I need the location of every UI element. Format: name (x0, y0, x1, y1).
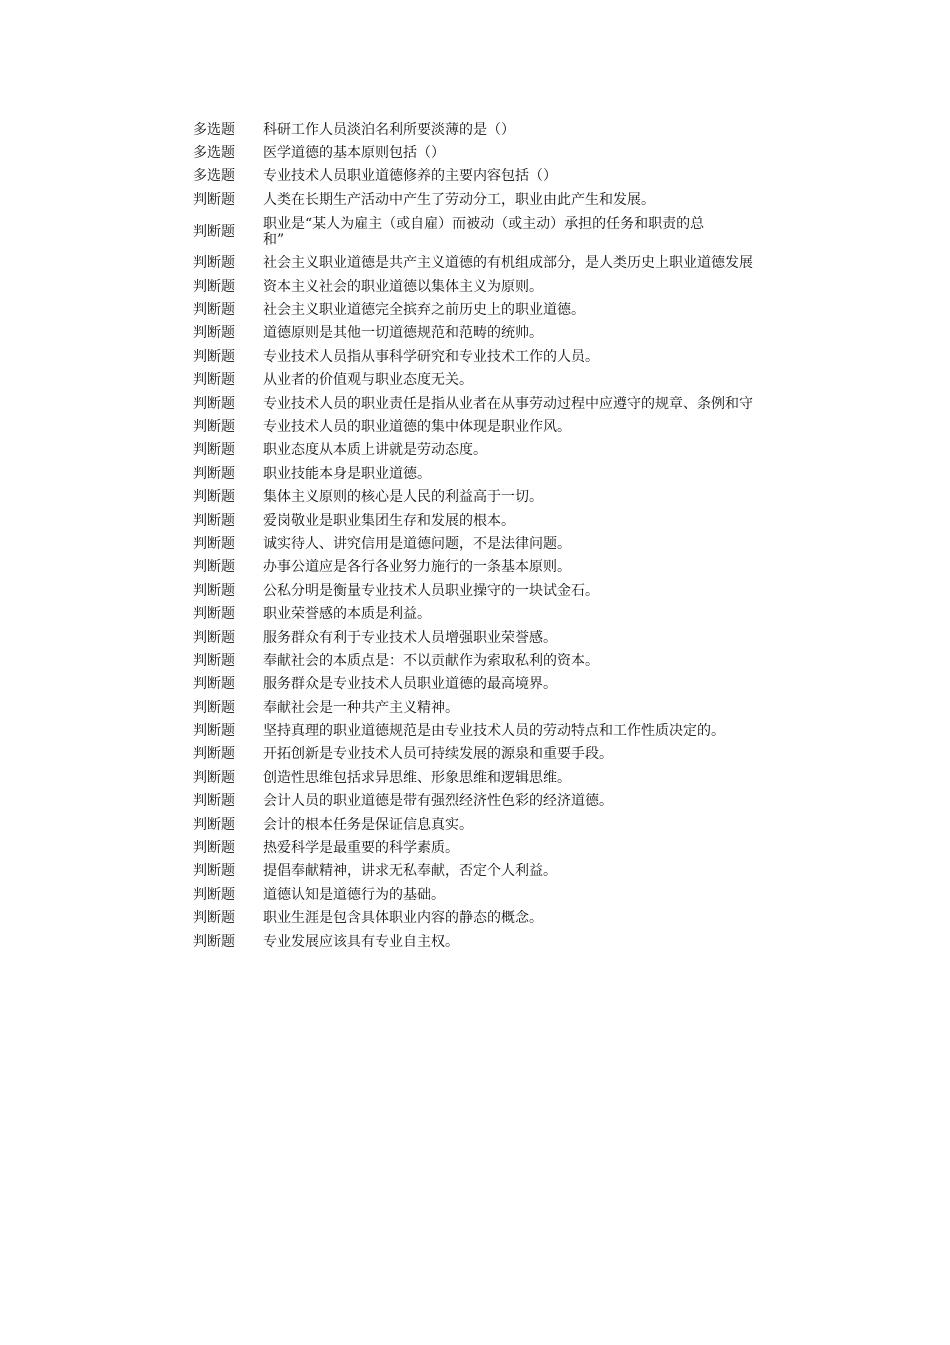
question-row (193, 836, 853, 859)
question-type: 判断题 (193, 372, 235, 389)
question-type: 判断题 (193, 442, 235, 459)
question-text: 职业态度从本质上讲就是劳动态度。 (263, 442, 487, 459)
question-row (193, 439, 853, 462)
question-row (193, 556, 853, 579)
question-text: 道德原则是其他一切道德规范和范畴的统帅。 (263, 325, 543, 342)
question-type: 多选题 (193, 121, 235, 138)
question-type: 判断题 (193, 191, 235, 208)
question-row (193, 743, 853, 766)
question-type: 判断题 (193, 395, 235, 412)
question-text: 专业技术人员职业道德修养的主要内容包括（） (263, 168, 557, 185)
question-row (193, 579, 853, 602)
question-type: 判断题 (193, 840, 235, 857)
question-type: 判断题 (193, 418, 235, 435)
question-row (193, 252, 853, 275)
question-type: 判断题 (193, 652, 235, 669)
question-text: 诚实待人、讲究信用是道德问题，不是法律问题。 (263, 535, 571, 552)
question-text: 奉献社会是一种共产主义精神。 (263, 699, 459, 716)
question-row (193, 930, 853, 953)
question-text: 职业技能本身是职业道德。 (263, 465, 431, 482)
question-row (193, 790, 853, 813)
question-text: 道德认知是道德行为的基础。 (263, 886, 445, 903)
question-row (193, 212, 853, 252)
question-text: 创造性思维包括求异思维、形象思维和逻辑思维。 (263, 769, 571, 786)
question-row (193, 532, 853, 555)
question-text: 集体主义原则的核心是人民的利益高于一切。 (263, 489, 543, 506)
question-text: 服务群众是专业技术人员职业道德的最高境界。 (263, 676, 557, 693)
question-type: 判断题 (193, 723, 235, 740)
question-type: 判断题 (193, 302, 235, 319)
question-text: 专业发展应该具有专业自主权。 (263, 933, 459, 950)
question-type: 判断题 (193, 793, 235, 810)
question-type: 判断题 (193, 535, 235, 552)
question-row (193, 298, 853, 321)
question-type: 判断题 (193, 699, 235, 716)
question-row (193, 813, 853, 836)
question-type: 判断题 (193, 606, 235, 623)
question-text: 会计的根本任务是保证信息真实。 (263, 816, 473, 833)
question-row (193, 392, 853, 415)
question-type: 判断题 (193, 886, 235, 903)
question-row (193, 462, 853, 485)
question-type: 判断题 (193, 629, 235, 646)
question-text: 公私分明是衡量专业技术人员职业操守的一块试金石。 (263, 582, 599, 599)
question-row (193, 673, 853, 696)
question-text: 专业技术人员的职业道德的集中体现是职业作风。 (263, 418, 571, 435)
question-type: 判断题 (193, 559, 235, 576)
question-text: 职业生涯是包含具体职业内容的静态的概念。 (263, 910, 543, 927)
question-type: 判断题 (193, 746, 235, 763)
question-row (193, 509, 853, 532)
question-type: 判断题 (193, 325, 235, 342)
question-row (193, 485, 853, 508)
question-row (193, 118, 853, 141)
question-row (193, 649, 853, 672)
question-type: 判断题 (193, 348, 235, 365)
question-type: 多选题 (193, 145, 235, 162)
question-text: 社会主义职业道德是共产主义道德的有机组成部分，是人类历史上职业道德发展 (263, 255, 753, 272)
question-type: 判断题 (193, 910, 235, 927)
question-text: 奉献社会的本质点是：不以贡献作为索取私利的资本。 (263, 652, 599, 669)
question-type: 判断题 (193, 489, 235, 506)
question-type: 判断题 (193, 278, 235, 295)
question-row (193, 766, 853, 789)
question-row (193, 696, 853, 719)
question-row (193, 345, 853, 368)
question-type: 多选题 (193, 168, 235, 185)
question-type: 判断题 (193, 816, 235, 833)
question-list (193, 118, 853, 953)
question-text: 办事公道应是各行各业努力施行的一条基本原则。 (263, 559, 571, 576)
question-row (193, 415, 853, 438)
question-text: 职业荣誉感的本质是利益。 (263, 606, 431, 623)
question-row (193, 188, 853, 211)
question-type: 判断题 (193, 933, 235, 950)
question-type: 判断题 (193, 676, 235, 693)
question-type: 判断题 (193, 582, 235, 599)
question-text: 会计人员的职业道德是带有强烈经济性色彩的经济道德。 (263, 793, 613, 810)
question-row (193, 626, 853, 649)
question-row (193, 883, 853, 906)
question-row (193, 141, 853, 164)
question-type: 判断题 (193, 255, 235, 272)
question-type: 判断题 (193, 769, 235, 786)
question-type: 判断题 (193, 863, 235, 880)
question-text: 社会主义职业道德完全摈弃之前历史上的职业道德。 (263, 302, 585, 319)
question-row (193, 860, 853, 883)
question-text: 专业技术人员的职业责任是指从业者在从事劳动过程中应遵守的规章、条例和守 (263, 395, 753, 412)
question-text: 服务群众有利于专业技术人员增强职业荣誉感。 (263, 629, 557, 646)
question-text: 专业技术人员指从事科学研究和专业技术工作的人员。 (263, 348, 599, 365)
question-type: 判断题 (193, 465, 235, 482)
question-text: 坚持真理的职业道德规范是由专业技术人员的劳动特点和工作性质决定的。 (263, 723, 725, 740)
question-text: 提倡奉献精神，讲求无私奉献，否定个人利益。 (263, 863, 557, 880)
question-text: 职业是“某人为雇主（或自雇）而被动（或主动）承担的任务和职责的总和” (263, 215, 705, 248)
question-text: 医学道德的基本原则包括（） (263, 145, 445, 162)
question-text: 开拓创新是专业技术人员可持续发展的源泉和重要手段。 (263, 746, 613, 763)
question-type: 判断题 (193, 512, 235, 529)
question-row (193, 165, 853, 188)
question-row (193, 369, 853, 392)
question-text: 人类在长期生产活动中产生了劳动分工，职业由此产生和发展。 (263, 191, 655, 208)
question-type: 判断题 (193, 223, 235, 240)
question-row (193, 907, 853, 930)
question-text: 科研工作人员淡泊名利所要淡薄的是（） (263, 121, 515, 138)
question-row (193, 602, 853, 625)
question-text: 爱岗敬业是职业集团生存和发展的根本。 (263, 512, 515, 529)
question-text: 热爱科学是最重要的科学素质。 (263, 840, 459, 857)
question-row (193, 322, 853, 345)
question-row (193, 719, 853, 742)
question-text: 从业者的价值观与职业态度无关。 (263, 372, 473, 389)
question-text: 资本主义社会的职业道德以集体主义为原则。 (263, 278, 543, 295)
question-row (193, 275, 853, 298)
